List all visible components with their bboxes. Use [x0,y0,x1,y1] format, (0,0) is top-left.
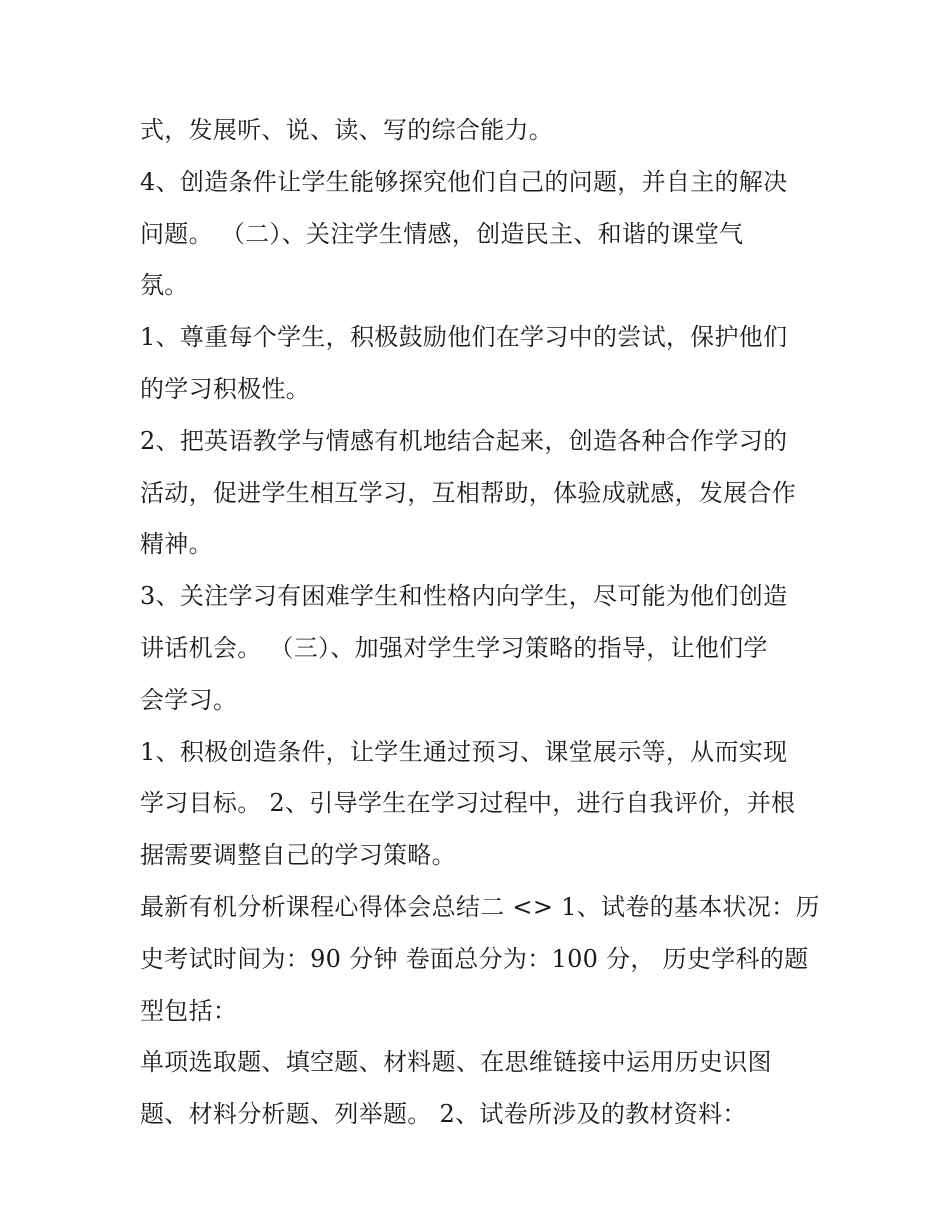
text-line: 4、创造条件让学生能够探究他们自己的问题，并自主的解决 [140,168,788,196]
text-line: 型包括： [140,997,238,1025]
text-line: 3、关注学习有困难学生和性格内向学生，尽可能为他们创造 [140,582,788,610]
text-line: 会学习。 [140,686,238,714]
text-line: 式，发展听、说、读、写的综合能力。 [140,116,554,144]
text-line: 1、积极创造条件，让学生通过预习、课堂展示等，从而实现 [140,738,788,766]
text-line: 学习目标。 2、引导学生在学习过程中，进行自我评价，并根 [140,789,796,817]
text-line: 最新有机分析课程心得体会总结二 <> 1、试卷的基本状况：历 [140,893,820,921]
text-line: 活动，促进学生相互学习，互相帮助，体验成就感，发展合作 [140,479,797,507]
text-line: 1、尊重每个学生，积极鼓励他们在学习中的尝试，保护他们 [140,323,788,351]
text-line: 问题。 （二）、关注学生情感，创造民主、和谐的课堂气 [140,220,744,248]
text-line: 2、把英语教学与情感有机地结合起来，创造各种合作学习的 [140,427,788,455]
text-line: 题、材料分析题、列举题。 2、试卷所涉及的教材资料： [140,1100,747,1128]
text-line: 单项选取题、填空题、材料题、在思维链接中运用历史识图 [140,1048,772,1076]
text-line: 据需要调整自己的学习策略。 [140,841,456,869]
text-line: 史考试时间为：90 分钟 卷面总分为：100 分， 历史学科的题 [140,945,809,973]
text-line: 讲话机会。 （三）、加强对学生学习策略的指导，让他们学 [140,634,768,662]
text-line: 氛。 [140,271,189,299]
text-line: 精神。 [140,530,213,558]
text-line: 的学习积极性。 [140,375,311,403]
